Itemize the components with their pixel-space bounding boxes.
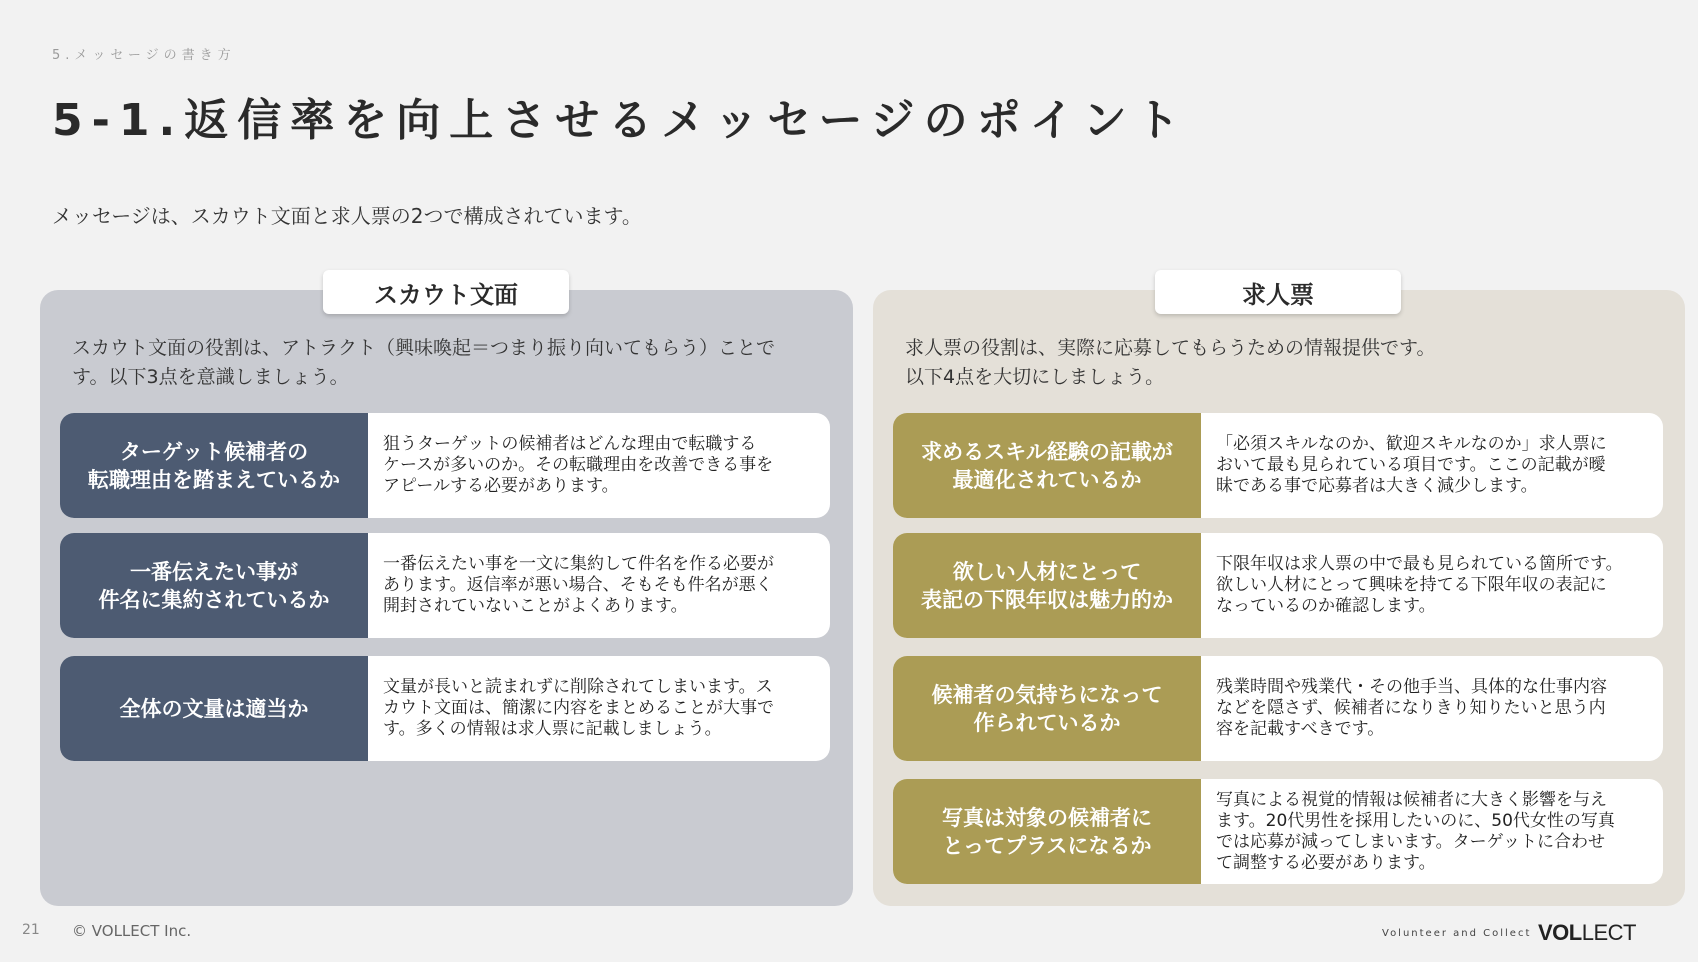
point-text [368,413,830,518]
description-line: 求人票の役割は、実際に応募してもらうための情報提供です。 [905,337,1436,359]
description-line: 以下4点を大切にしましょう。 [905,366,1165,388]
point-label-line: 件名に集約されているか [98,587,330,612]
point-label-line: ターゲット候補者の [119,439,309,464]
copyright: © VOLLECT Inc. [72,922,192,940]
point-label [60,533,368,638]
point-label [893,779,1201,884]
point-label [893,533,1201,638]
point-text [1201,413,1663,518]
section-label: 5.メッセージの書き方 [52,48,236,63]
point-text [368,533,830,638]
description-line: す。以下3点を意識しましょう。 [72,366,349,388]
point-label [893,656,1201,761]
point-text-line: ます。20代男性を採用したいのに、50代女性の写真 [1216,810,1615,831]
point-text-line: 「必須スキルなのか、歓迎スキルなのか」求人票に [1216,434,1607,454]
point-text [1201,656,1663,761]
point-text-line: ケースが多いのか。その転職理由を改善できる事を [383,455,774,475]
point-text-line: 開封されていないことがよくあります。 [383,596,688,616]
point-label-line: 表記の下限年収は魅力的か [921,587,1173,612]
page-number: 21 [22,922,40,938]
page-title: 5-1.返信率を向上させるメッセージのポイント [52,95,1189,146]
scout-point-row [60,413,830,518]
point-label-line: 求めるスキル経験の記載が [921,439,1173,464]
point-label-line: 写真は対象の候補者に [942,805,1152,830]
point-text-line: 残業時間や残業代・その他手当、具体的な仕事内容 [1216,677,1607,697]
point-text [1201,533,1663,638]
point-text-line: 写真による視覚的情報は候補者に大きく影響を与え [1216,789,1607,810]
point-label-line: とってプラスになるか [942,833,1152,858]
point-label [893,413,1201,518]
tagline: Volunteer and Collect [1382,928,1532,939]
point-text-line: 一番伝えたい事を一文に集約して件名を作る必要が [383,554,774,574]
scout-point-row [60,656,830,761]
point-text-line: おいて最も見られている項目です。ここの記載が曖 [1216,455,1606,475]
point-text-line: なっているのか確認します。 [1216,596,1436,616]
point-label-line: 最適化されているか [952,467,1142,492]
point-label-line: 作られているか [973,710,1121,735]
point-text-line: アピールする必要があります。 [383,476,619,496]
point-label-line: 全体の文量は適当か [119,696,309,721]
point-text-line: 容を記載すべきです。 [1216,719,1385,739]
job-point-row [893,656,1663,761]
job-posting-tab: 求人票 [1155,270,1401,314]
logo-light-part: LECT [1581,920,1636,945]
description-line: スカウト文面の役割は、アトラクト（興味喚起＝つまり振り向いてもらう）ことで [72,337,776,359]
point-label [60,656,368,761]
scout-message-panel [40,280,853,906]
point-text-line: 文量が長いと読まれずに削除されてしまいます。ス [383,677,773,697]
job-posting-description [905,334,1655,392]
point-text-line: す。多くの情報は求人票に記載しましょう。 [383,719,722,739]
point-label-line: 一番伝えたい事が [130,559,298,584]
scout-message-description [72,334,822,392]
scout-message-tab: スカウト文面 [323,270,569,314]
point-text-line: 欲しい人材にとって興味を持てる下限年収の表記に [1216,575,1607,595]
point-label-line: 候補者の気持ちになって [931,682,1163,707]
point-text-line: あります。返信率が悪い場合、そもそも件名が悪く [383,575,773,595]
vollect-logo [1538,920,1636,946]
job-point-row [893,533,1663,638]
logo-bold-part: VOL [1538,920,1582,945]
point-text-line: 昧である事で応募者は大きく減少します。 [1216,476,1538,496]
job-point-row [893,413,1663,518]
job-posting-panel [873,280,1685,906]
point-text-line: 下限年収は求人票の中で最も見られている箇所です。 [1216,554,1623,574]
point-text-line: では応募が減ってしまいます。ターゲットに合わせ [1216,831,1605,852]
point-label [60,413,368,518]
job-point-row [893,779,1663,884]
point-text [368,656,830,761]
point-text-line: などを隠さず、候補者になりきり知りたいと思う内 [1216,698,1606,718]
point-text [1201,779,1663,884]
point-label-line: 転職理由を踏まえているか [88,467,340,492]
scout-point-row [60,533,830,638]
point-text-line: カウト文面は、簡潔に内容をまとめることが大事で [383,698,774,718]
point-text-line: て調整する必要があります。 [1216,852,1436,873]
point-label-line: 欲しい人材にとって [952,559,1142,584]
point-text-line: 狙うターゲットの候補者はどんな理由で転職する [383,434,757,454]
intro-text: メッセージは、スカウト文面と求人票の2つで構成されています。 [52,204,642,228]
